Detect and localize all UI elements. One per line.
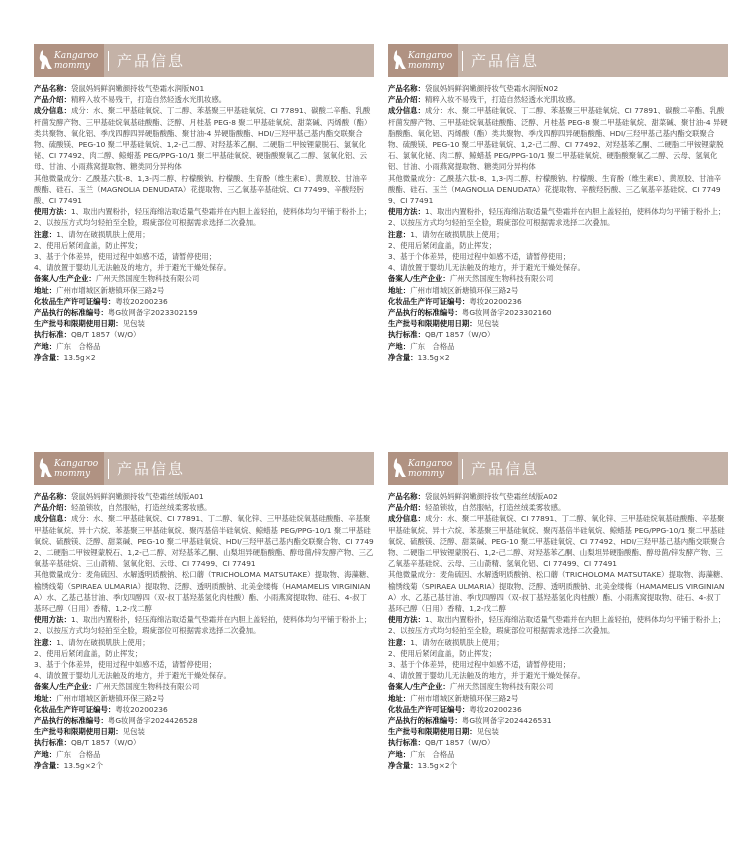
license-number-label: 化妆品生产许可证编号： — [388, 704, 470, 714]
filer — [34, 681, 374, 692]
address — [34, 285, 374, 296]
product-intro-label: 产品介绍： — [388, 95, 425, 105]
batch-expiry — [34, 318, 374, 329]
standard-number-value: 粤G妆网备字2024426531 — [461, 716, 552, 726]
note-2-value: 2、使用后紧闭盒盖，防止挥发； — [34, 240, 143, 250]
header-divider — [462, 51, 463, 71]
origin-label: 产地： — [388, 341, 411, 351]
product-intro-label: 产品介绍： — [34, 95, 71, 105]
origin-value: 广东 合格品 — [56, 341, 101, 351]
other-ingredients — [388, 569, 728, 614]
note-1 — [34, 229, 374, 240]
execution-standard-label: 执行标准： — [34, 738, 71, 748]
origin — [388, 341, 728, 352]
note-1-label: 注意： — [388, 637, 411, 647]
ingredients-value: 成分：水、聚二甲基硅氧烷、CI 77891、丁二醇、氧化锌、三甲基硅烷氧基硅酸酯、辛基聚甲基硅氧烷、异十六烷、苯基聚三甲基硅氧烷、聚丙基倍半硅氧烷、鲸蜡基 PEG/PPG-10/1 聚二甲基硅氧烷、硫酸镁、泛醇、甜菜碱、PEG-10 聚二甲基硅氧烷、CI 77492、HDI/三羟甲基己基内酯交联聚合物、二硬脂二甲铵锂蒙脱石、1,2-己二醇、对羟基苯乙酮、山梨坦异硬脂酸酯、醇母菌/锌发酵产物、三乙氧基辛基硅烷、云母、三山萮精、氢氧化铝、CI 77499、CI 77491 — [388, 514, 726, 569]
note-2-value: 2、使用后紧闭盒盖，防止挥发； — [388, 240, 497, 250]
license-number — [34, 296, 374, 307]
other-ingredients-value: 其他微量成分：麦角硫因、水解透明质酸钠、松口蘑（TRICHOLOMA MATSUTAKE）提取物、海藻糖、榆绣线菊（SPIRAEA ULMARIA）提取物、泛醇、透明质酸钠、北美金缕梅（HAMAMELIS VIRGINIANA）水、乙基己基甘油、季戊四醇四（双-叔丁基羟基氢化肉桂酸）酯、小雨燕窝提取物、硅石、4-叔丁基环己醇（日用）香精、1,2-戊二醇 — [388, 570, 728, 614]
origin-label: 产地： — [388, 749, 411, 759]
filer-value: 广州天然国度生物科技有限公司 — [95, 274, 200, 284]
header-title: 产品信息 — [471, 460, 540, 478]
standard-number-value: 粤G妆网备字2024426528 — [107, 716, 198, 726]
ingredients-value: 成分：水、聚二甲基硅氧烷、丁二醇、苯基聚三甲基硅氧烷、CI 77891、碳酸二辛酯、乳酸杆菌发酵产物、三甲基硅烷氧基硅酸酯、泛醇、月桂基 PEG-8 聚二甲基硅氧烷、甜菜碱、丙烯酸（酯）类共聚物、氧化铝、季戊四醇四异硬脂酸酯、聚甘油-4 异硬脂酸酯、HDI/三羟甲基己基内酯交联聚合物、硫酸镁、PEG-10 聚二甲基硅氧烷、1,2-己二醇、对羟基苯乙酮、二硬脂二甲铵锂蒙脱石、氯氧化铋、CI 77492、肉二醇、鲸蜡基 PEG/PPG-10/1 聚二甲基硅氧烷、硬脂酸聚氧乙二醇、氢氧化铝、云母、甘油、小雨燕窝提取物、糖类同分异构体 — [34, 106, 372, 172]
product-name-value: 袋鼠妈妈鲜润嫩颜持妆气垫霜丝绒版A02 — [424, 492, 558, 501]
filer — [388, 273, 728, 284]
note-1-value: 1、请勿在破损肌肤上使用； — [410, 637, 504, 647]
product-intro-value: 精粹入妆不易残干，打造自然轻透水光肌妆感。 — [424, 95, 581, 105]
batch-expiry-label: 生产批号和限期使用日期： — [388, 727, 477, 737]
note-3 — [34, 251, 374, 262]
batch-expiry-label: 生产批号和限期使用日期： — [34, 727, 123, 737]
note-2 — [34, 240, 374, 251]
ingredients-label: 成分信息： — [34, 106, 71, 116]
standard-number-value: 粤G妆网备字2023302159 — [107, 308, 198, 318]
note-1-label: 注意： — [34, 637, 57, 647]
origin-label: 产地： — [34, 749, 57, 759]
other-ingredients-value: 其他微量成分：乙酰基六肽-8、1,3-丙二醇、柠檬酸钠、柠檬酸、生育酚（维生素E）、黄原胶、甘油辛酸酯、硅石、玉兰（MAGNOLIA DENUDATA）花提取物、辛酸羟肟酸、三乙氧基辛基硅烷、CI 77499、CI 77491 — [388, 173, 722, 206]
origin-value: 广东 合格品 — [56, 749, 101, 759]
net-content-label: 净含量： — [388, 760, 418, 770]
net-content-label: 净含量： — [34, 352, 64, 362]
filer-value: 广州天然国度生物科技有限公司 — [449, 274, 554, 284]
header-title: 产品信息 — [117, 460, 186, 478]
product-info-panel — [34, 452, 374, 771]
license-number-value: 粤妆20200236 — [469, 704, 522, 714]
ingredients — [34, 513, 374, 569]
note-2-value: 2、使用后紧闭盒盖，防止挥发； — [34, 648, 143, 658]
other-ingredients — [388, 173, 728, 207]
logo-text-line2: mommy — [408, 60, 445, 71]
execution-standard — [34, 737, 374, 748]
product-info-panel — [34, 44, 374, 363]
note-2 — [388, 648, 728, 659]
batch-expiry-value: 见包装 — [122, 727, 145, 737]
ingredients-value: 成分：水、聚二甲基硅氧烷、CI 77891、丁二醇、氧化锌、三甲基硅烷氧基硅酸酯、辛基聚甲基硅氧烷、异十六烷、苯基聚三甲基硅氧烷、聚丙基倍半硅氧烷、鲸蜡基 PEG/PPG-10/1 聚二甲基硅氧烷、硫酸镁、泛醇、甜菜碱、PEG-10 聚二甲基硅氧烷、HDI/三羟甲基己基内酯交联聚合物、CI 77492、二硬脂二甲铵锂蒙脱石、1,2-己二醇、对羟基苯乙酮、山梨坦异硬脂酸酯、醇母菌/锌发酵产物、三乙氧基辛基硅烷、三山萮精、氢氧化铝、云母、CI 77499、CI 77491 — [34, 514, 374, 569]
license-number-value: 粤妆20200236 — [469, 296, 522, 306]
usage-step-2 — [388, 625, 728, 636]
net-content-value: 13.5g×2个 — [417, 760, 458, 770]
header-title: 产品信息 — [117, 52, 186, 70]
filer-label: 备案人/生产企业： — [388, 682, 450, 692]
standard-number-label: 产品执行的标准编号： — [34, 716, 108, 726]
address-label: 地址： — [388, 693, 411, 703]
address-value: 广州市增城区新塘镇环保三路2号 — [56, 693, 165, 703]
address-value: 广州市增城区新塘镇环保三路2号 — [410, 285, 519, 295]
brand-logo — [34, 44, 104, 77]
product-name — [34, 491, 374, 502]
product-name-label: 产品名称： — [388, 84, 425, 93]
net-content-label: 净含量： — [388, 352, 418, 362]
note-1-label: 注意： — [388, 229, 411, 239]
ingredients — [34, 105, 374, 172]
product-intro-value: 轻盈锁妆，自然服帖，打造丝绒柔雾妆感。 — [70, 503, 212, 513]
note-1-label: 注意： — [34, 229, 57, 239]
product-name-label: 产品名称： — [34, 492, 71, 501]
execution-standard-label: 执行标准： — [388, 738, 425, 748]
execution-standard-value: QB/T 1857（W/O） — [424, 330, 495, 340]
net-content-value: 13.5g×2 — [63, 352, 96, 362]
product-name-label: 产品名称： — [34, 84, 71, 93]
license-number-label: 化妆品生产许可证编号： — [34, 704, 116, 714]
batch-expiry — [34, 726, 374, 737]
address-value: 广州市增城区新塘镇环保三路2号 — [56, 285, 165, 295]
note-2 — [388, 240, 728, 251]
product-intro-value: 轻盈锁妆，自然服帖，打造丝绒柔雾妆感。 — [424, 503, 566, 513]
execution-standard-label: 执行标准： — [34, 330, 71, 340]
filer-value: 广州天然国度生物科技有限公司 — [95, 682, 200, 692]
ingredients — [388, 513, 728, 569]
panel-header — [388, 44, 728, 77]
address-value: 广州市增城区新塘镇环保三路2号 — [410, 693, 519, 703]
other-ingredients — [34, 569, 374, 614]
product-info-panel — [388, 44, 728, 363]
batch-expiry-label: 生产批号和限期使用日期： — [34, 319, 123, 329]
standard-number — [388, 715, 728, 726]
origin — [34, 341, 374, 352]
product-name-value: 袋鼠妈妈鲜润嫩颜持妆气垫霜水润版N01 — [70, 84, 205, 93]
product-intro — [34, 502, 374, 513]
logo-text-line1: Kangaroo — [408, 50, 453, 61]
license-number-value: 粤妆20200236 — [115, 704, 168, 714]
license-number — [388, 296, 728, 307]
usage-step-1-value: 1、取出内置粉扑，轻压海绵沾取适量气垫霜并在内胆上盖轻拍，使料体均匀平铺于粉扑上； — [70, 207, 372, 217]
product-name — [388, 83, 728, 94]
standard-number-value: 粤G妆网备字2023302160 — [461, 308, 552, 318]
net-content — [388, 352, 728, 363]
execution-standard-value: QB/T 1857（W/O） — [70, 738, 141, 748]
license-number-value: 粤妆20200236 — [115, 296, 168, 306]
note-1-value: 1、请勿在破损肌肤上使用； — [56, 637, 150, 647]
other-ingredients-value: 其他微量成分：乙酰基六肽-8、1,3-丙二醇、柠檬酸钠、柠檬酸、生育酚（维生素E）、黄原胶、甘油辛酸酯、硅石、玉兰（MAGNOLIA DENUDATA）花提取物、三乙氧基辛基硅烷、CI 77499、辛酸羟肟酸、CI 77491 — [34, 173, 368, 206]
address-label: 地址： — [34, 285, 57, 295]
usage-step-2-value: 2、以按压方式均匀轻拍至全脸，瑕疵部位可根据需求选择二次叠加。 — [34, 626, 261, 636]
product-name-value: 袋鼠妈妈鲜润嫩颜持妆气垫霜水润版N02 — [424, 84, 559, 93]
ingredients-value: 成分：水、聚二甲基硅氧烷、丁二醇、苯基聚三甲基硅氧烷、CI 77891、碳酸二辛酯、乳酸杆菌发酵产物、三甲基硅烷氧基硅酸酯、泛醇、月桂基 PEG-8 聚二甲基硅氧烷、甜菜碱、聚甘油-4 异硬脂酸酯、氧化铝、丙烯酸（酯）类共聚物、季戊四醇四异硬脂酸酯、HDI/三羟甲基己基内酯交联聚合物、硫酸镁、PEG-10 聚二甲基硅氧烷、1,2-己二醇、CI 77492、对羟基苯乙酮、二硬脂二甲铵锂蒙脱石、氯氧化铋、肉二醇、鲸蜡基 PEG/PPG-10/1 聚二甲基硅氧烷、硬脂酸聚氧乙二醇、云母、氢氧化铝、甘油、小雨燕窝提取物、糖类同分异构体 — [388, 106, 728, 172]
filer — [34, 273, 374, 284]
license-number-label: 化妆品生产许可证编号： — [388, 296, 470, 306]
address — [34, 693, 374, 704]
product-intro-label: 产品介绍： — [34, 503, 71, 513]
panel-header — [34, 452, 374, 485]
usage-step-1-label: 使用方法： — [388, 615, 425, 625]
ingredients-label: 成分信息： — [34, 514, 71, 524]
net-content — [34, 352, 374, 363]
standard-number — [388, 307, 728, 318]
usage-step-2-value: 2、以按压方式均匀轻拍至全脸，瑕疵部位可根据需求选择二次叠加。 — [388, 218, 615, 228]
kangaroo-icon — [37, 50, 53, 70]
product-name — [388, 491, 728, 502]
filer — [388, 681, 728, 692]
standard-number-label: 产品执行的标准编号： — [34, 308, 108, 318]
panel-header — [34, 44, 374, 77]
address-label: 地址： — [34, 693, 57, 703]
note-3 — [388, 251, 728, 262]
origin-value: 广东 合格品 — [410, 341, 455, 351]
product-name-label: 产品名称： — [388, 492, 425, 501]
product-intro-value: 精粹入妆不易残干，打造自然轻透水光肌妆感。 — [70, 95, 227, 105]
batch-expiry — [388, 726, 728, 737]
usage-step-1 — [34, 614, 374, 625]
note-1-value: 1、请勿在破损肌肤上使用； — [56, 229, 150, 239]
note-1-value: 1、请勿在破损肌肤上使用； — [410, 229, 504, 239]
logo-text-line1: Kangaroo — [54, 50, 99, 61]
note-4-value: 4、请放置于婴幼儿无法触及的地方，并于避光干燥处保存。 — [388, 671, 585, 681]
standard-number — [34, 715, 374, 726]
net-content — [34, 760, 374, 771]
note-3-value: 3、基于个体差异，使用过程中如感不适，请暂停使用； — [388, 252, 571, 262]
filer-label: 备案人/生产企业： — [34, 682, 96, 692]
usage-step-1-value: 1、取出内置粉扑，轻压海绵沾取适量气垫霜并在内胆上盖轻拍，使料体均匀平铺于粉扑上； — [70, 615, 372, 625]
usage-step-1-label: 使用方法： — [34, 615, 71, 625]
execution-standard — [388, 329, 728, 340]
panel-header — [388, 452, 728, 485]
kangaroo-icon — [37, 458, 53, 478]
execution-standard — [388, 737, 728, 748]
note-3-value: 3、基于个体差异，使用过程中如感不适，请暂停使用； — [34, 660, 217, 670]
license-number — [34, 704, 374, 715]
other-ingredients-value: 其他微量成分：麦角硫因、水解透明质酸钠、松口蘑（TRICHOLOMA MATSUTAKE）提取物、海藻糖、榆绣线菊（SPIRAEA ULMARIA）提取物、泛醇、透明质酸钠、北美金缕梅（HAMAMELIS VIRGINIANA）水、乙基己基甘油、季戊四醇四（双-叔丁基羟基氢化肉桂酸）酯、小雨燕窝提取物、硅石、4-叔丁基环己醇（日用）香精、1,2-戊二醇 — [34, 570, 374, 614]
note-4 — [388, 262, 728, 273]
note-4 — [34, 262, 374, 273]
note-1 — [34, 637, 374, 648]
usage-step-2-value: 2、以按压方式均匀轻拍至全脸，瑕疵部位可根据需求选择二次叠加。 — [34, 218, 261, 228]
batch-expiry — [388, 318, 728, 329]
batch-expiry-value: 见包装 — [122, 319, 145, 329]
origin — [34, 749, 374, 760]
note-4 — [388, 670, 728, 681]
batch-expiry-label: 生产批号和限期使用日期： — [388, 319, 477, 329]
product-intro — [34, 94, 374, 105]
license-number — [388, 704, 728, 715]
usage-step-1-label: 使用方法： — [388, 207, 425, 217]
usage-step-1-value: 1、取出内置粉扑，轻压海绵沾取适量气垫霜并在内胆上盖轻拍，使料体均匀平铺于粉扑上； — [424, 615, 726, 625]
address — [388, 693, 728, 704]
address — [388, 285, 728, 296]
note-3-value: 3、基于个体差异，使用过程中如感不适，请暂停使用； — [34, 252, 217, 262]
net-content-value: 13.5g×2 — [417, 352, 450, 362]
batch-expiry-value: 见包装 — [476, 319, 499, 329]
other-ingredients — [34, 173, 374, 207]
usage-step-1 — [388, 614, 728, 625]
usage-step-2 — [388, 217, 728, 228]
ingredients-label: 成分信息： — [388, 514, 425, 524]
header-title: 产品信息 — [471, 52, 540, 70]
usage-step-2 — [34, 217, 374, 228]
net-content-value: 13.5g×2个 — [63, 760, 104, 770]
net-content — [388, 760, 728, 771]
usage-step-2 — [34, 625, 374, 636]
standard-number — [34, 307, 374, 318]
batch-expiry-value: 见包装 — [476, 727, 499, 737]
logo-text-line1: Kangaroo — [408, 458, 453, 469]
usage-step-1-value: 1、取出内置粉扑，轻压海绵沾取适量气垫霜并在内胆上盖轻拍，使料体均匀平铺于粉扑上； — [424, 207, 726, 217]
filer-value: 广州天然国度生物科技有限公司 — [449, 682, 554, 692]
usage-step-1-label: 使用方法： — [34, 207, 71, 217]
note-3-value: 3、基于个体差异，使用过程中如感不适，请暂停使用； — [388, 660, 571, 670]
logo-text-line1: Kangaroo — [54, 458, 99, 469]
header-divider — [108, 51, 109, 71]
address-label: 地址： — [388, 285, 411, 295]
note-4-value: 4、请放置于婴幼儿无法触及的地方，并于避光干燥处保存。 — [388, 263, 585, 273]
execution-standard — [34, 329, 374, 340]
note-2-value: 2、使用后紧闭盒盖，防止挥发； — [388, 648, 497, 658]
origin-value: 广东 合格品 — [410, 749, 455, 759]
header-divider — [462, 459, 463, 479]
logo-text-line2: mommy — [408, 468, 445, 479]
brand-logo — [388, 44, 458, 77]
ingredients-label: 成分信息： — [388, 106, 425, 116]
note-3 — [34, 659, 374, 670]
note-4-value: 4、请放置于婴幼儿无法触及的地方，并于避光干燥处保存。 — [34, 671, 231, 681]
product-intro-label: 产品介绍： — [388, 503, 425, 513]
note-1 — [388, 229, 728, 240]
filer-label: 备案人/生产企业： — [34, 274, 96, 284]
product-info-panel — [388, 452, 728, 771]
kangaroo-icon — [391, 50, 407, 70]
usage-step-1 — [34, 206, 374, 217]
note-4 — [34, 670, 374, 681]
execution-standard-value: QB/T 1857（W/O） — [424, 738, 495, 748]
product-intro — [388, 94, 728, 105]
license-number-label: 化妆品生产许可证编号： — [34, 296, 116, 306]
usage-step-1 — [388, 206, 728, 217]
note-4-value: 4、请放置于婴幼儿无法触及的地方，并于避光干燥处保存。 — [34, 263, 231, 273]
filer-label: 备案人/生产企业： — [388, 274, 450, 284]
origin-label: 产地： — [34, 341, 57, 351]
logo-text-line2: mommy — [54, 60, 91, 71]
ingredients — [388, 105, 728, 172]
brand-logo — [388, 452, 458, 485]
standard-number-label: 产品执行的标准编号： — [388, 716, 462, 726]
product-intro — [388, 502, 728, 513]
note-3 — [388, 659, 728, 670]
standard-number-label: 产品执行的标准编号： — [388, 308, 462, 318]
logo-text-line2: mommy — [54, 468, 91, 479]
product-name-value: 袋鼠妈妈鲜润嫩颜持妆气垫霜丝绒版A01 — [70, 492, 204, 501]
usage-step-2-value: 2、以按压方式均匀轻拍至全脸，瑕疵部位可根据需求选择二次叠加。 — [388, 626, 615, 636]
header-divider — [108, 459, 109, 479]
note-2 — [34, 648, 374, 659]
execution-standard-value: QB/T 1857（W/O） — [70, 330, 141, 340]
origin — [388, 749, 728, 760]
kangaroo-icon — [391, 458, 407, 478]
product-name — [34, 83, 374, 94]
net-content-label: 净含量： — [34, 760, 64, 770]
execution-standard-label: 执行标准： — [388, 330, 425, 340]
brand-logo — [34, 452, 104, 485]
note-1 — [388, 637, 728, 648]
